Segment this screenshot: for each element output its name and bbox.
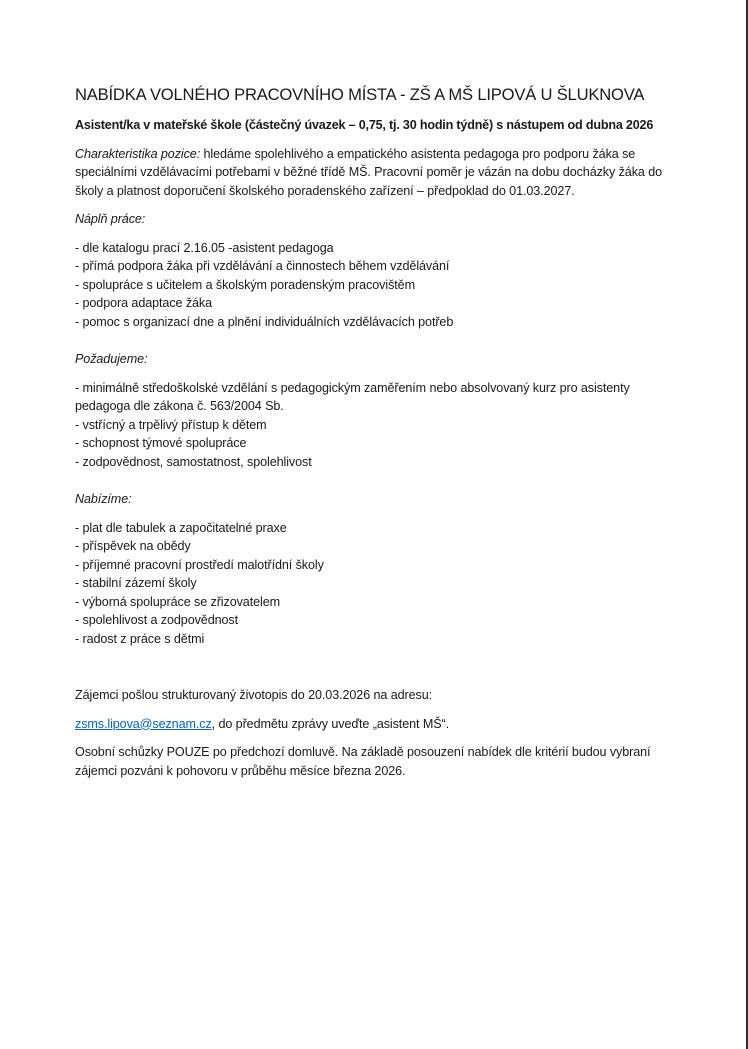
- list-item: - pomoc s organizací dne a plnění individuálních vzdělávacích potřeb: [75, 314, 454, 329]
- characteristics-label: Charakteristika pozice:: [75, 146, 201, 161]
- job-content-heading: Náplň práce:: [75, 212, 146, 226]
- email-link[interactable]: zsms.lipova@seznam.cz: [75, 716, 212, 731]
- list-item: - spolupráce s učitelem a školským poradenským pracovištěm: [75, 277, 415, 292]
- list-item: - minimálně středoškolské vzdělání s pedagogickým zaměřením nebo absolvovaný kurz pro asistenty pedagoga dle zákona č. 563/2004 Sb.: [75, 380, 630, 413]
- list-item: - vstřícný a trpělivý přístup k dětem: [75, 417, 267, 432]
- list-item: - příspěvek na obědy: [75, 539, 191, 553]
- offer-heading: Nabízíme:: [75, 492, 132, 506]
- list-item: - schopnost týmové spolupráce: [75, 436, 247, 450]
- list-item: - podpora adaptace žáka: [75, 296, 213, 310]
- application-intro: Zájemci pošlou strukturovaný životopis do 20.03.2026 na adresu:: [75, 688, 433, 702]
- characteristics-text: hledáme spolehlivého a empatického asistenta pedagoga pro podporu žáka se speciálními vzdělávacími potřebami v běžné třídě MŠ. Pracovní poměr je vázán na dobu docházky žáka do školy a platnost doporučení školského poradenského zařízení – předpoklad do 01.03.2027.: [75, 146, 663, 198]
- list-item: - plat dle tabulek a započitatelné praxe: [75, 520, 287, 535]
- spacer: [75, 667, 665, 686]
- application-closing: Osobní schůzky POUZE po předchozí domluvě. Na základě posouzení nabídek dle kritérií budou vybraní zájemci pozváni k pohovoru v průběhu měsíce března 2026.: [75, 745, 651, 778]
- list-item: - výborná spolupráce se zřizovatelem: [75, 594, 280, 609]
- requirements-list: [75, 379, 665, 472]
- list-item: - radost z práce s dětmi: [75, 631, 205, 646]
- email-suffix: , do předmětu zprávy uveďte „asistent MŠ“.: [211, 716, 449, 731]
- application-email-line: [75, 715, 665, 734]
- document-body: [75, 85, 665, 790]
- list-item: - příjemné pracovní prostředí malotřídní školy: [75, 557, 324, 572]
- requirements-heading: Požadujeme:: [75, 352, 148, 366]
- list-item: - stabilní zázemí školy: [75, 576, 197, 590]
- position-subtitle: Asistent/ka v mateřské škole (částečný úvazek – 0,75, tj. 30 hodin týdně) s nástupem od dubna 2026: [75, 118, 654, 132]
- job-content-list: [75, 239, 665, 332]
- list-item: - zodpovědnost, samostatnost, spolehlivost: [75, 454, 312, 469]
- list-item: - spolehlivost a zodpovědnost: [75, 613, 239, 627]
- list-item: - dle katalogu prací 2.16.05 -asistent pedagoga: [75, 240, 334, 255]
- document-title: NABÍDKA VOLNÉHO PRACOVNÍHO MÍSTA - ZŠ A MŠ LIPOVÁ U ŠLUKNOVA: [75, 85, 645, 104]
- characteristics-paragraph: [75, 145, 665, 201]
- offer-list: [75, 519, 665, 649]
- list-item: - přímá podpora žáka při vzdělávání a činnostech během vzdělávání: [75, 259, 450, 273]
